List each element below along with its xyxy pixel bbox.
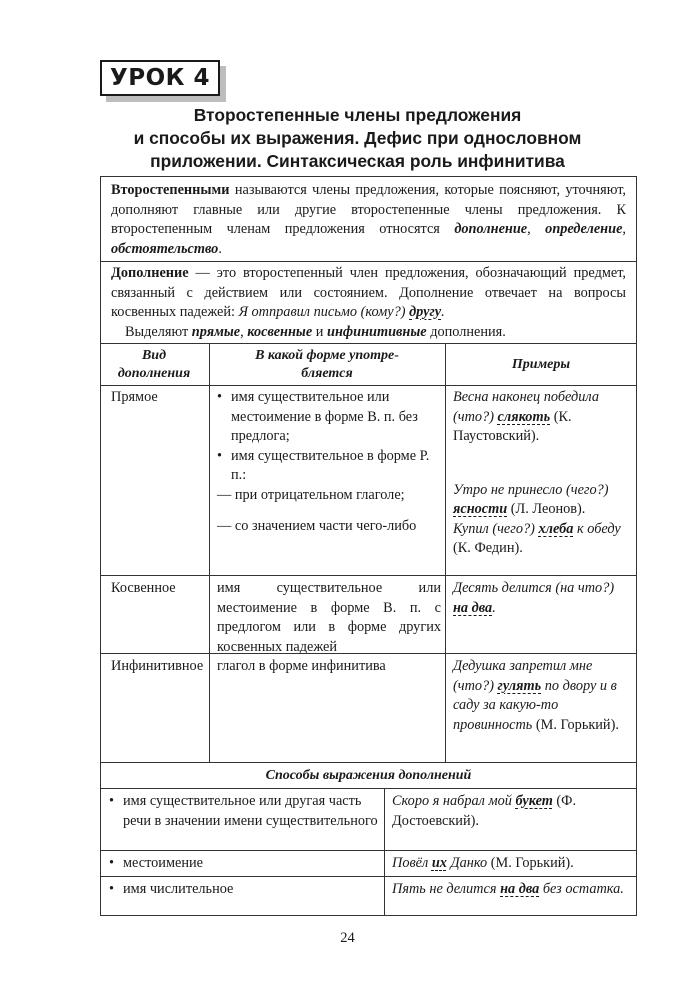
ways-3-ex-end: . [620, 881, 624, 897]
intro-sep-1: , [527, 221, 546, 237]
intro-item-1: дополнение [454, 221, 528, 237]
ways-1-ex-word: букет [515, 793, 553, 809]
types-intro: Выделяют [125, 323, 192, 340]
ex2-word: ясности [453, 501, 508, 517]
row-direct-type: Прямое [111, 389, 158, 405]
row-infinitive-type: Инфинитивное [111, 658, 204, 674]
ways-row-1-example [392, 792, 630, 831]
ways-row-1-bullet [109, 792, 379, 831]
header-form-line1: В какой форме употре- [255, 348, 399, 363]
row-infinitive-form: глагол в форме инфинитива [217, 658, 386, 674]
indirect-ex-text: Десять делится (на что?) [453, 580, 615, 596]
ways-2-ex-text-2: Данко [446, 855, 488, 871]
table-vline-2 [445, 343, 446, 762]
ways-1-ex-author: (Ф. Достоевский). [392, 793, 577, 829]
infinitive-ex-text-2: по двору и в саду за какую-то провинность [453, 677, 617, 733]
ways-2-ex-text: Повёл [392, 855, 432, 871]
indirect-ex-word: на два [453, 599, 493, 616]
header-form [213, 347, 441, 383]
row-indirect-form: имя существительное или местоимение в форме В. п. с предлогом или в форме других косвенных падежей [217, 580, 441, 655]
row-direct-example-2 [453, 481, 631, 520]
intro-item-3: обстоятельство [111, 240, 219, 257]
infinitive-ex-word: гулять [497, 677, 542, 694]
ex3-word: хлеба [538, 520, 574, 537]
bullet-dot: • [109, 855, 115, 871]
dopolnenie-term: Дополнение [111, 265, 189, 281]
intro-sep-2: , [622, 221, 626, 237]
types-sep-1: , [240, 323, 248, 340]
ways-row-3-bullet [109, 880, 379, 900]
row-direct-example-3 [453, 520, 631, 559]
ways-row-3-example [392, 880, 630, 900]
ways-divider-1 [101, 850, 636, 851]
table-bottom-line [101, 762, 636, 763]
ways-row-2-example [392, 854, 630, 874]
table-top-line [101, 343, 636, 344]
ways-row-2-form [109, 854, 379, 874]
row-indirect-example-text [453, 579, 631, 618]
rules-frame [100, 176, 637, 916]
lesson-label: УРОК 4 [100, 60, 220, 96]
types-paragraph [111, 323, 626, 343]
row-direct-bullet-1-text: имя существительное или местоимение в форме В. п. без предлога; [231, 389, 418, 444]
title-line-3: приложении. Синтаксическая роль инфинитива [150, 151, 565, 171]
intro-item-2: определение [545, 221, 623, 237]
bullet-dot: • [217, 389, 223, 405]
bullet-dot: • [217, 447, 223, 464]
intro-section [101, 181, 636, 259]
row-direct-bullet-2-text: имя существительное в форме Р. п.: [231, 447, 430, 483]
row-direct-bullet-2 [217, 447, 441, 486]
ex3-text: Купил (чего?) [453, 520, 539, 537]
row-divider-2 [101, 653, 636, 654]
ex3-text-2: к обеду [573, 520, 621, 537]
types-end: дополнения. [426, 323, 506, 340]
ways-3-ex-word: на два [500, 881, 540, 897]
ways-row-2-form-text: местоимение [123, 855, 203, 871]
ex1-author: (К. Паустовский). [453, 408, 572, 444]
ways-2-ex-author: (М. Горький). [487, 855, 574, 871]
header-type-line1: Вид [141, 348, 167, 363]
ways-divider-2 [101, 876, 636, 877]
ways-row-1-form [109, 792, 379, 831]
row-infinitive-example [453, 657, 631, 735]
ways-row-3-form-text: имя числительное [123, 881, 234, 897]
intro-term: Второстепенными [111, 182, 230, 198]
ex1-word: слякоть [497, 408, 551, 425]
row-direct-bullet-1 [217, 388, 441, 447]
ways-header: Способы выражения дополнений [265, 768, 472, 783]
ways-row-1-example-text [392, 792, 630, 831]
row-direct-sub-1: — при отрицательном глаголе; [217, 486, 405, 503]
type-direct: прямые [191, 323, 241, 340]
dopolnenie-example-word: другу [409, 304, 442, 320]
indirect-ex-end: . [492, 599, 496, 616]
type-infinitive: инфинитивные [327, 323, 427, 340]
header-type-line2: дополнения [117, 366, 191, 381]
ways-3-ex-text-2: без остатка [539, 881, 621, 897]
infinitive-ex-text: Дедушка запретил мне (что?) [453, 658, 593, 694]
ex3-author: (К. Федин). [453, 540, 523, 556]
row-direct-sub-2: — со значением части чего-либо [217, 518, 417, 534]
page-title [100, 104, 615, 173]
title-line-1: Второстепенные члены предложения [193, 105, 522, 125]
ways-vline [384, 788, 385, 915]
row-indirect-example [453, 579, 631, 618]
table-vline-1 [209, 343, 210, 762]
row-indirect-type: Косвенное [111, 580, 176, 596]
title-line-2: и способы их выражения. Дефис при однословном [133, 128, 582, 148]
dopolnenie-paragraph [111, 264, 626, 323]
header-type [103, 347, 205, 383]
header-examples: Примеры [511, 357, 571, 372]
row-direct-form [217, 388, 441, 537]
infinitive-ex-author: (М. Горький). [532, 716, 619, 733]
ex1-text: Весна наконец победила (что?) [453, 389, 599, 425]
dopolnenie-example: Я отправил письмо (кому?) [238, 304, 410, 320]
lesson-badge [100, 60, 220, 96]
row-divider-1 [101, 575, 636, 576]
page-number: 24 [340, 930, 355, 946]
type-indirect: косвенные [247, 323, 313, 340]
ways-row-2-bullet [109, 854, 379, 874]
intro-end: . [218, 240, 222, 257]
dopolnenie-section [101, 264, 636, 342]
intro-paragraph [111, 181, 626, 259]
dopolnenie-text: — это второстепенный член предложения, обозначающий предмет, связанный с действием или состоянием. Дополнение отвечает на вопросы косвенных падежей: [111, 265, 626, 320]
header-bottom-line [101, 385, 636, 386]
bullet-dot: • [109, 793, 115, 809]
ex2-author: (Л. Леонов). [507, 501, 586, 517]
ways-row-3-form [109, 880, 379, 900]
intro-text: называются члены предложения, которые поясняют, уточняют, дополняют главные или другие второстепенные члены предложения. К второстепенным членам предложения относятся [111, 182, 626, 237]
ways-3-ex-text: Пять не делится [392, 881, 501, 897]
ways-row-2-example-text [392, 854, 630, 874]
ex2-text: Утро не принесло (чего?) [453, 481, 609, 498]
ways-row-3-example-text [392, 880, 630, 900]
ways-2-ex-word: их [431, 855, 447, 871]
row-infinitive-example-text [453, 657, 631, 735]
ways-1-ex-text: Скоро я набрал мой [392, 793, 516, 809]
divider [101, 261, 636, 262]
dopolnenie-example-end: . [441, 304, 445, 320]
types-sep-2: и [312, 323, 328, 340]
ways-header-line [101, 788, 636, 789]
row-direct-examples [453, 388, 631, 559]
ways-row-1-form-text: имя существительное или другая часть речи в значении имени существительного [123, 793, 378, 829]
header-form-line2: бляется [301, 366, 353, 381]
bullet-dot: • [109, 881, 115, 897]
row-direct-example-1 [453, 388, 631, 447]
